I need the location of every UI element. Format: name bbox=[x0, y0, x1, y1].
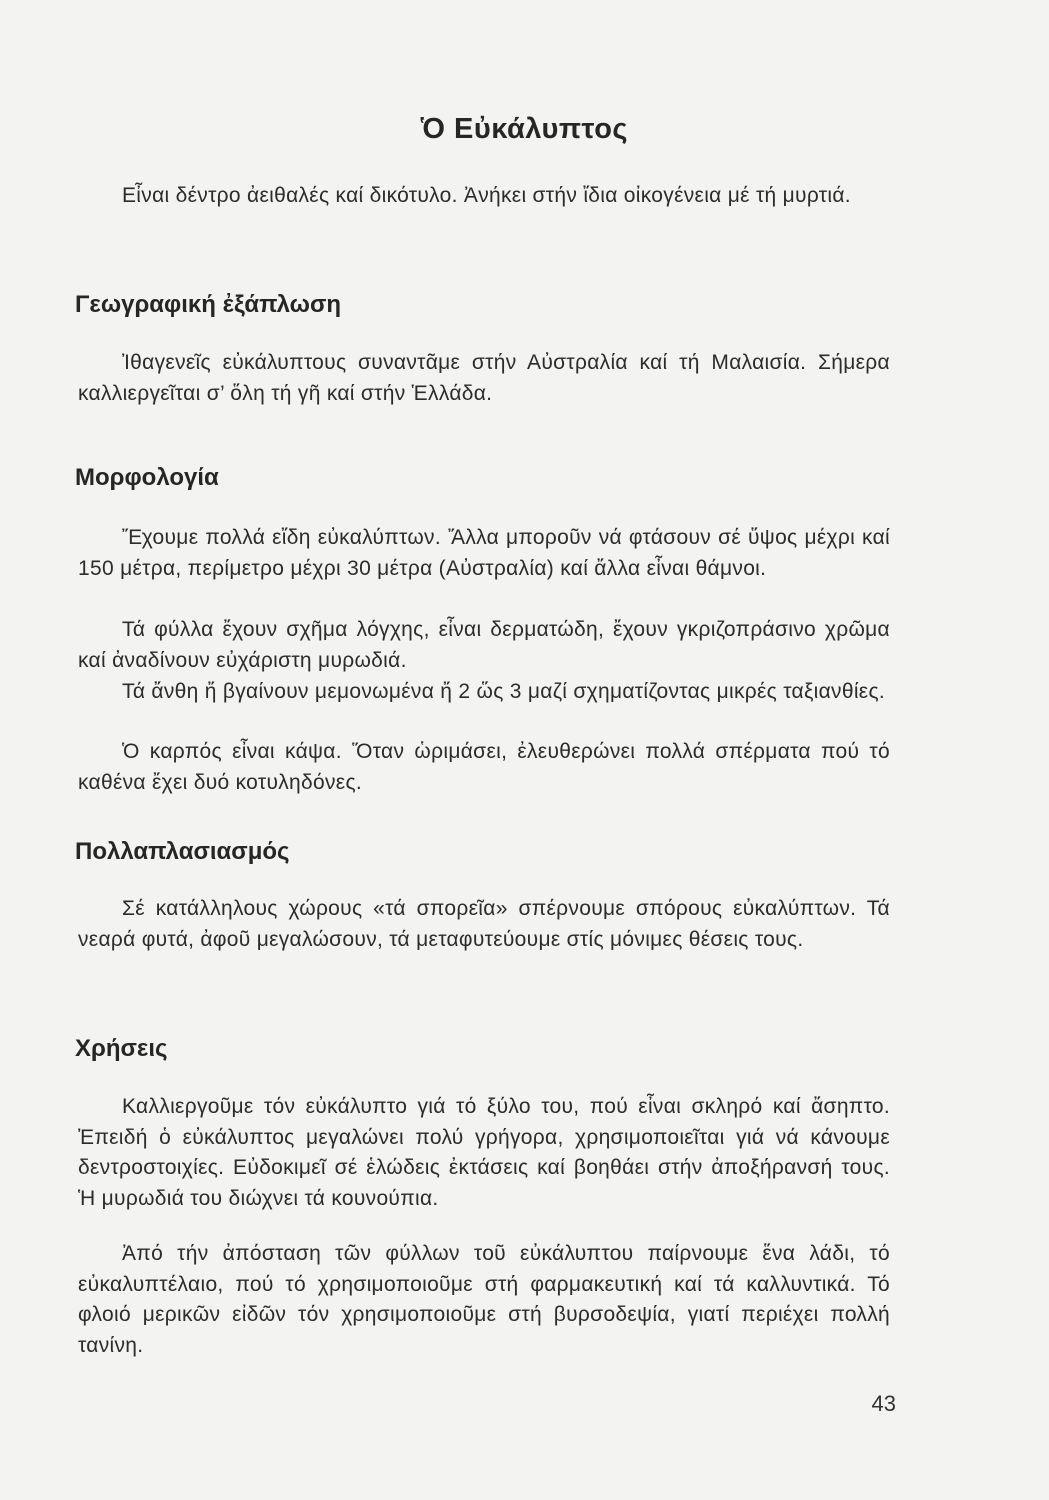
uses-paragraph-2: Ἀπό τήν ἀπόσταση τῶν φύλλων τοῦ εὐκάλυπτου παίρνουμε ἕνα λάδι, τό εὐκαλυπτέλαιο, πού τό χρησιμοποιοῦμε στή φαρμακευτική καί τά καλλυντικά. Τό φλοιό μερικῶν εἰδῶν τόν χρησιμοποιοῦμε στή βυρσοδεψία, γιατί περιέχει πολλή τανίνη. bbox=[78, 1242, 890, 1357]
page-number: 43 bbox=[871, 1391, 896, 1416]
uses-paragraph-1: Καλλιεργοῦμε τόν εὐκάλυπτο γιά τό ξύλο του, πού εἶναι σκληρό καί ἄσηπτο. Ἐπειδή ὁ εὐκάλυπτος μεγαλώνει πολύ γρήγορα, χρησιμοποιεῖται γιά νά κάνουμε δεντροστοιχίες. Εὐδοκιμεῖ σέ ἑλώδεις ἐκτάσεις καί βοηθάει στήν ἀποξήρανσή τους. Ἡ μυρωδιά του διώχνει τά κουνούπια. bbox=[78, 1095, 890, 1210]
geography-paragraph: Ἰθαγενεῖς εὐκάλυπτους συναντᾶμε στήν Αὐστραλία καί τή Μαλαισία. Σήμερα καλλιεργεῖται σ’ ὅλη τή γῆ καί στήν Ἑλλάδα. bbox=[78, 351, 890, 405]
morphology-paragraph-2: Τά φύλλα ἔχουν σχῆμα λόγχης, εἶναι δερματώδη, ἔχουν γκριζοπράσινο χρῶμα καί ἀναδίνουν εὐχάριστη μυρωδιά. bbox=[78, 618, 890, 672]
page-title: Ὁ Εὐκάλυπτος bbox=[421, 113, 628, 145]
heading-morphology: Μορφολογία bbox=[75, 464, 219, 491]
intro-paragraph: Εἶναι δέντρο ἀειθαλές καί δικότυλο. Ἀνήκει στήν ἴδια οἰκογένεια μέ τή μυρτιά. bbox=[122, 184, 851, 207]
propagation-paragraph: Σέ κατάλληλους χώρους «τά σπορεῖα» σπέρνουμε σπόρους εὐκαλύπτων. Τά νεαρά φυτά, ἀφοῦ μεγαλώσουν, τά μεταφυτεύουμε στίς μόνιμες θέσεις τους. bbox=[78, 897, 890, 951]
morphology-paragraph-3: Τά ἄνθη ἤ βγαίνουν μεμονωμένα ἤ 2 ὥς 3 μαζί σχηματίζοντας μικρές ταξιανθίες. bbox=[122, 680, 886, 703]
morphology-paragraph-4: Ὁ καρπός εἶναι κάψα. Ὅταν ὡριμάσει, ἐλευθερώνει πολλά σπέρματα πού τό καθένα ἔχει δυό κοτυληδόνες. bbox=[78, 740, 890, 794]
heading-uses: Χρήσεις bbox=[75, 1035, 168, 1062]
heading-geography: Γεωγραφική ἐξάπλωση bbox=[75, 291, 342, 318]
heading-propagation: Πολλαπλασιασμός bbox=[75, 838, 290, 865]
morphology-paragraph-1: Ἔχουμε πολλά εἴδη εὐκαλύπτων. Ἄλλα μποροῦν νά φτάσουν σέ ὕψος μέχρι καί 150 μέτρα, περίμετρο μέχρι 30 μέτρα (Αὐστραλία) καί ἄλλα εἶναι θάμνοι. bbox=[78, 526, 890, 580]
